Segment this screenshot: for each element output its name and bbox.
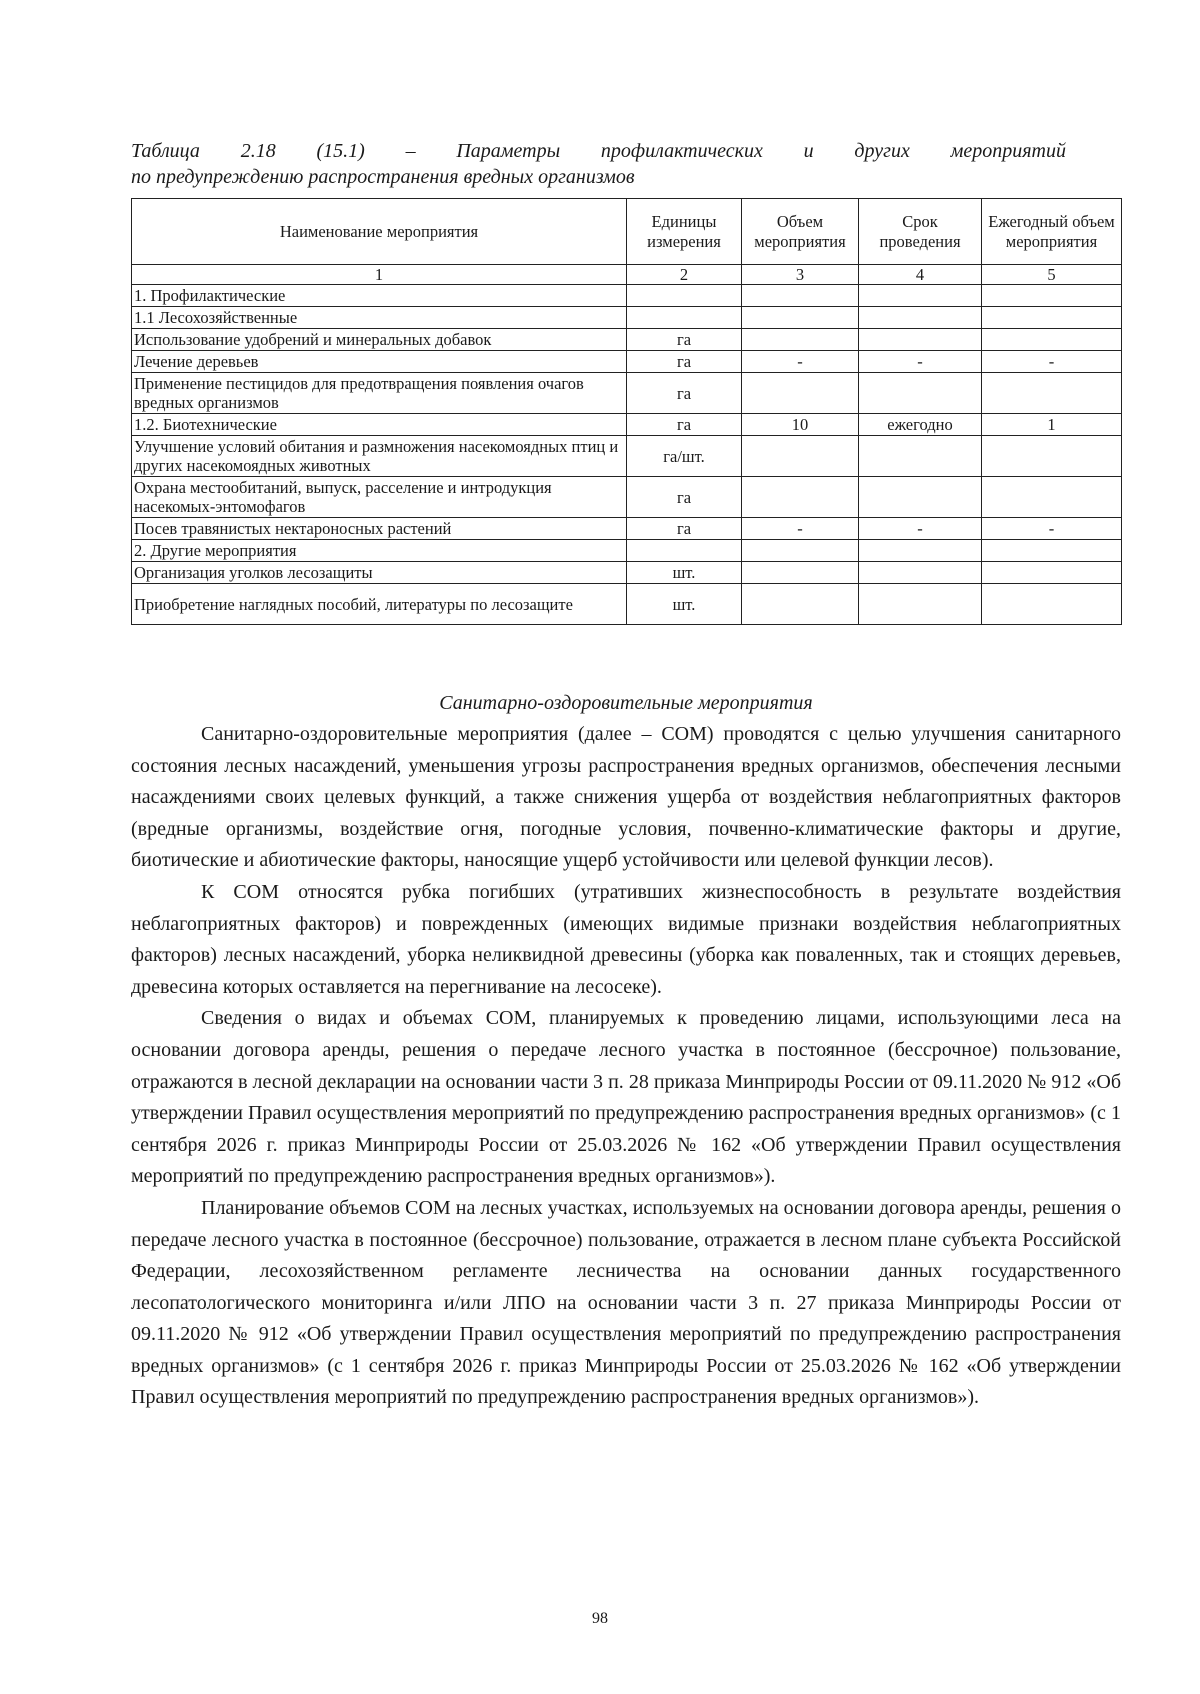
measure-name-cell: Использование удобрений и минеральных добавок bbox=[132, 329, 627, 351]
period-cell bbox=[859, 562, 982, 584]
unit-cell: шт. bbox=[627, 562, 742, 584]
column-number-cell: 3 bbox=[742, 265, 859, 285]
annual-volume-cell bbox=[982, 477, 1122, 518]
column-number-row bbox=[132, 265, 1122, 285]
column-number-cell: 1 bbox=[132, 265, 627, 285]
period-cell: - bbox=[859, 518, 982, 540]
volume-cell bbox=[742, 436, 859, 477]
annual-volume-cell bbox=[982, 307, 1122, 329]
volume-cell: 10 bbox=[742, 414, 859, 436]
section-heading: Санитарно-оздоровительные мероприятия bbox=[439, 692, 813, 714]
unit-cell bbox=[627, 540, 742, 562]
annual-volume-cell bbox=[982, 540, 1122, 562]
volume-cell bbox=[742, 584, 859, 625]
measures-table bbox=[131, 198, 1122, 625]
paragraph: Сведения о видах и объемах СОМ, планируемых к проведению лицами, использующими леса на основании договора аренды, решения о передаче лесного участка в постоянное (бессрочное) пользование, отражаются в лесной декларации на основании части 3 п. 28 приказа Минприроды России от 09.11.2020 № 912 «Об утверждении Правил осуществления мероприятий по предупреждению распространения вредных организмов» (с 1 сентября 2026 г. приказ Минприроды России от 25.03.2026 № 162 «Об утверждении Правил осуществления мероприятий по предупреждению распространения вредных организмов»). bbox=[131, 1007, 1121, 1188]
period-cell bbox=[859, 329, 982, 351]
measure-name-cell: 1.2. Биотехнические bbox=[132, 414, 627, 436]
period-cell bbox=[859, 307, 982, 329]
annual-volume-cell: - bbox=[982, 518, 1122, 540]
volume-cell bbox=[742, 477, 859, 518]
table-row bbox=[132, 285, 1122, 307]
measure-name-cell: 1. Профилактические bbox=[132, 285, 627, 307]
table-row bbox=[132, 584, 1122, 625]
annual-volume-cell bbox=[982, 329, 1122, 351]
volume-cell bbox=[742, 307, 859, 329]
volume-cell: - bbox=[742, 518, 859, 540]
unit-cell: га bbox=[627, 351, 742, 373]
header-cell: Наименование мероприятия bbox=[132, 199, 627, 265]
measure-name-cell: Применение пестицидов для предотвращения появления очагов вредных организмов bbox=[132, 373, 627, 414]
period-cell bbox=[859, 436, 982, 477]
table-row bbox=[132, 329, 1122, 351]
annual-volume-cell bbox=[982, 373, 1122, 414]
measure-name-cell: Посев травянистых нектароносных растений bbox=[132, 518, 627, 540]
unit-cell: шт. bbox=[627, 584, 742, 625]
unit-cell: га bbox=[627, 329, 742, 351]
volume-cell bbox=[742, 562, 859, 584]
table-row bbox=[132, 307, 1122, 329]
annual-volume-cell bbox=[982, 285, 1122, 307]
measure-name-cell: Охрана местообитаний, выпуск, расселение и интродукция насекомых-энтомофагов bbox=[132, 477, 627, 518]
table-row bbox=[132, 562, 1122, 584]
period-cell bbox=[859, 373, 982, 414]
measure-name-cell: Приобретение наглядных пособий, литературы по лесозащите bbox=[132, 584, 627, 625]
paragraph: Планирование объемов СОМ на лесных участках, используемых на основании договора аренды, решения о передаче лесного участка в постоянное (бессрочное) пользование, отражается в лесном плане субъекта Российской Федерации, лесохозяйственном регламенте лесничества на основании данных государственного лесопатологического мониторинга и/или ЛПО на основании части 3 п. 27 приказа Минприроды России от 09.11.2020 № 912 «Об утверждении Правил осуществления мероприятий по предупреждению распространения вредных организмов» (с 1 сентября 2026 г. приказ Минприроды России от 25.03.2026 № 162 «Об утверждении Правил осуществления мероприятий по предупреждению распространения вредных организмов»). bbox=[131, 1196, 1121, 1409]
table-header-row bbox=[132, 199, 1122, 265]
table-row bbox=[132, 540, 1122, 562]
table-caption-line-1: Таблица 2.18 (15.1) – Параметры профилактических и других мероприятий bbox=[131, 140, 1066, 162]
volume-cell bbox=[742, 329, 859, 351]
measure-name-cell: 1.1 Лесохозяйственные bbox=[132, 307, 627, 329]
page-number: 98 bbox=[592, 1610, 608, 1627]
header-cell: Ежегодный объем мероприятия bbox=[982, 199, 1122, 265]
table-caption bbox=[131, 138, 1066, 190]
unit-cell bbox=[627, 307, 742, 329]
measure-name-cell: Лечение деревьев bbox=[132, 351, 627, 373]
header-cell: Единицы измерения bbox=[627, 199, 742, 265]
paragraph: Санитарно-оздоровительные мероприятия (далее – СОМ) проводятся с целью улучшения санитарного состояния лесных насаждений, уменьшения угрозы распространения вредных организмов, обеспечения лесными насаждениями своих целевых функций, а также снижения ущерба от воздействия неблагоприятных факторов (вредные организмы, воздействие огня, погодные условия, почвенно-климатические факторы и другие, биотические и абиотические факторы, наносящие ущерб устойчивости или целевой функции лесов). bbox=[131, 723, 1121, 872]
annual-volume-cell bbox=[982, 584, 1122, 625]
volume-cell: - bbox=[742, 351, 859, 373]
table-row bbox=[132, 436, 1122, 477]
header-cell: Срок проведения bbox=[859, 199, 982, 265]
volume-cell bbox=[742, 373, 859, 414]
volume-cell bbox=[742, 540, 859, 562]
measure-name-cell: Улучшение условий обитания и размножения насекомоядных птиц и других насекомоядных животных bbox=[132, 436, 627, 477]
table-row bbox=[132, 414, 1122, 436]
unit-cell bbox=[627, 285, 742, 307]
table-row bbox=[132, 351, 1122, 373]
header-cell: Объем мероприятия bbox=[742, 199, 859, 265]
period-cell bbox=[859, 285, 982, 307]
table-row bbox=[132, 477, 1122, 518]
measure-name-cell: Организация уголков лесозащиты bbox=[132, 562, 627, 584]
table-row bbox=[132, 373, 1122, 414]
body-text bbox=[131, 719, 1121, 1414]
period-cell bbox=[859, 540, 982, 562]
annual-volume-cell: 1 bbox=[982, 414, 1122, 436]
unit-cell: га bbox=[627, 373, 742, 414]
period-cell: - bbox=[859, 351, 982, 373]
annual-volume-cell bbox=[982, 436, 1122, 477]
column-number-cell: 5 bbox=[982, 265, 1122, 285]
measure-name-cell: 2. Другие мероприятия bbox=[132, 540, 627, 562]
annual-volume-cell: - bbox=[982, 351, 1122, 373]
unit-cell: га bbox=[627, 518, 742, 540]
period-cell: ежегодно bbox=[859, 414, 982, 436]
column-number-cell: 2 bbox=[627, 265, 742, 285]
table-row bbox=[132, 518, 1122, 540]
period-cell bbox=[859, 477, 982, 518]
annual-volume-cell bbox=[982, 562, 1122, 584]
unit-cell: га bbox=[627, 477, 742, 518]
table-caption-line-2: по предупреждению распространения вредных организмов bbox=[131, 166, 635, 188]
period-cell bbox=[859, 584, 982, 625]
unit-cell: га/шт. bbox=[627, 436, 742, 477]
paragraph: К СОМ относятся рубка погибших (утративших жизнеспособность в результате воздействия неблагоприятных факторов) и поврежденных (имеющих видимые признаки воздействия неблагоприятных факторов) лесных насаждений, уборка неликвидной древесины (уборка как поваленных, так и стоящих деревьев, древесина которых оставляется на перегнивание на лесосеке). bbox=[131, 880, 1121, 998]
column-number-cell: 4 bbox=[859, 265, 982, 285]
volume-cell bbox=[742, 285, 859, 307]
unit-cell: га bbox=[627, 414, 742, 436]
